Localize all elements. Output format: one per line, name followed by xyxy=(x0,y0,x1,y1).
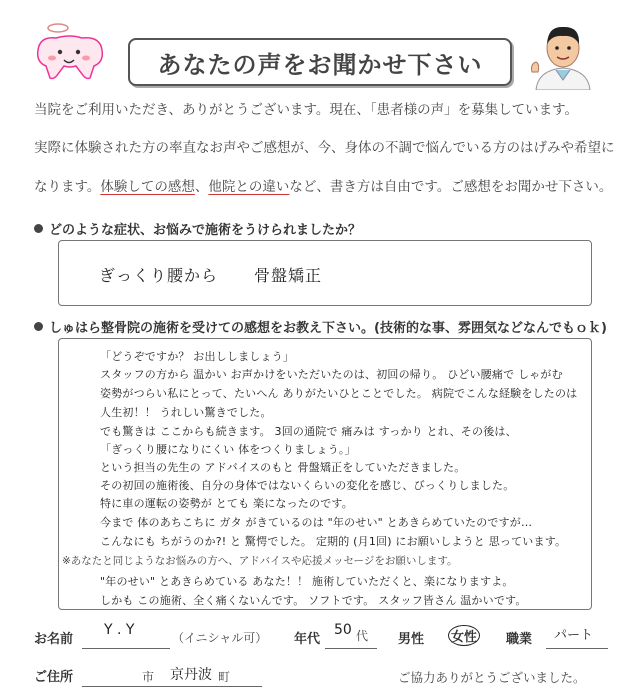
answer-1-part-1: ぎっくり腰から xyxy=(99,266,219,285)
job-underline xyxy=(546,648,608,649)
answer-2-line: 姿勢がつらい私にとって、たいへん ありがたいひとことでした。 病院でこんな経験をしたのは xyxy=(100,387,578,400)
doctor-avatar-icon xyxy=(528,20,598,90)
question-2-text: しゅはら整骨院の施術を受けての感想をお教え下さい。(技術的な事、雰囲気などなんでもｏｋ) xyxy=(49,321,607,336)
intro-line-3-pre: なります。 xyxy=(34,179,101,195)
answer-1-part-2: 骨盤矯正 xyxy=(254,266,323,285)
answer-2-line: 「どうぞですか？ お出ししましょう」 xyxy=(100,350,295,363)
age-underline xyxy=(325,648,377,649)
job-label: 職業 xyxy=(506,632,533,647)
gender-female-circled xyxy=(448,625,480,646)
answer-2-line: 特に車の運転の姿勢が とても 楽になったのです。 xyxy=(100,497,353,510)
thanks-message: ご協力ありがとうございました。 xyxy=(398,670,586,685)
answer-2-line: 人生初！！ うれしい驚きでした。 xyxy=(100,406,272,419)
address-label: ご住所 xyxy=(34,670,74,685)
answer-2-line: 「ぎっくり腰になりにくい 体をつくりましょう。」 xyxy=(100,443,356,456)
address-underline xyxy=(82,686,262,687)
answer-2-line: こんなにも ちがうのか?! と 驚愕でした。 定期的 (月1回) にお願いしようと 思っています。 xyxy=(100,535,567,548)
answer-1-text xyxy=(99,263,322,286)
question-1 xyxy=(34,219,361,238)
intro-emphasis-difference: 他院との違い xyxy=(208,179,290,195)
town-value: 京丹波 xyxy=(170,667,212,683)
answer-2-line: 今まで 体のあちこちに ガタ がきているのは "年のせい" とあきらめていたのですが… xyxy=(100,516,533,529)
answer-1-box xyxy=(58,240,592,306)
page-title: あなたの声をお聞かせ下さい xyxy=(128,38,512,86)
age-value: 50 xyxy=(334,622,352,638)
answer-2-line: という担当の先生の アドバイスのもと 骨盤矯正をしていただきました。 xyxy=(100,461,466,474)
gender-male: 男性 xyxy=(398,632,425,647)
name-value: Y . Y xyxy=(104,622,135,638)
intro-line-1: 当院をご利用いただき、ありがとうございます。現在、「患者様の声」を募集しています。 xyxy=(34,102,579,118)
age-suffix: 代 xyxy=(356,629,369,643)
question-2 xyxy=(34,317,607,336)
name-label: お名前 xyxy=(34,632,74,647)
message-line: しかも この施術、全く痛くないんです。 ソフトです。 スタッフ皆さん 温かいです。 xyxy=(100,594,527,607)
intro-line-3 xyxy=(34,181,614,195)
answer-2-line: スタッフの方から 温かい お声かけをいただいたのは、初回の帰り。 ひどい腰痛で しゃがむ xyxy=(100,368,563,381)
answer-2-line: その初回の施術後、自分の身体ではないくらいの変化を感じ、びっくりしました。 xyxy=(100,479,515,492)
name-underline xyxy=(82,648,170,649)
age-label: 年代 xyxy=(294,632,321,647)
question-1-text: どのような症状、お悩みで施術をうけられましたか？ xyxy=(49,223,362,238)
tooth-mascot-icon xyxy=(30,22,110,82)
intro-line-3-post: など、書き方は自由です。ご感想をお聞かせ下さい。 xyxy=(289,179,613,195)
intro-line-3-sep: 、 xyxy=(194,179,209,195)
bullet-icon xyxy=(34,322,43,331)
city-suffix: 市 xyxy=(142,670,155,684)
intro-emphasis-experience: 体験しての感想 xyxy=(100,179,195,195)
job-value: パート xyxy=(554,628,594,643)
gender-female: 女性 xyxy=(448,625,480,646)
initial-note: （イニシャル可） xyxy=(172,631,268,645)
message-prompt-note: ※あなたと同じようなお悩みの方へ、アドバイスや応援メッセージをお願いします。 xyxy=(62,555,458,567)
message-line: "年のせい" とあきらめている あなた！！ 施術していただくと、楽になりますよ。 xyxy=(100,575,514,588)
town-suffix: 町 xyxy=(218,670,231,684)
intro-line-2: 実際に体験された方の率直なお声やご感想が、今、身体の不調で悩んでいる方のはげみや希望に xyxy=(34,140,615,156)
bullet-icon xyxy=(34,224,43,233)
answer-2-line: でも驚きは ここからも続きます。 3回の通院で 痛みは すっかり とれ、その後は、 xyxy=(100,425,517,438)
